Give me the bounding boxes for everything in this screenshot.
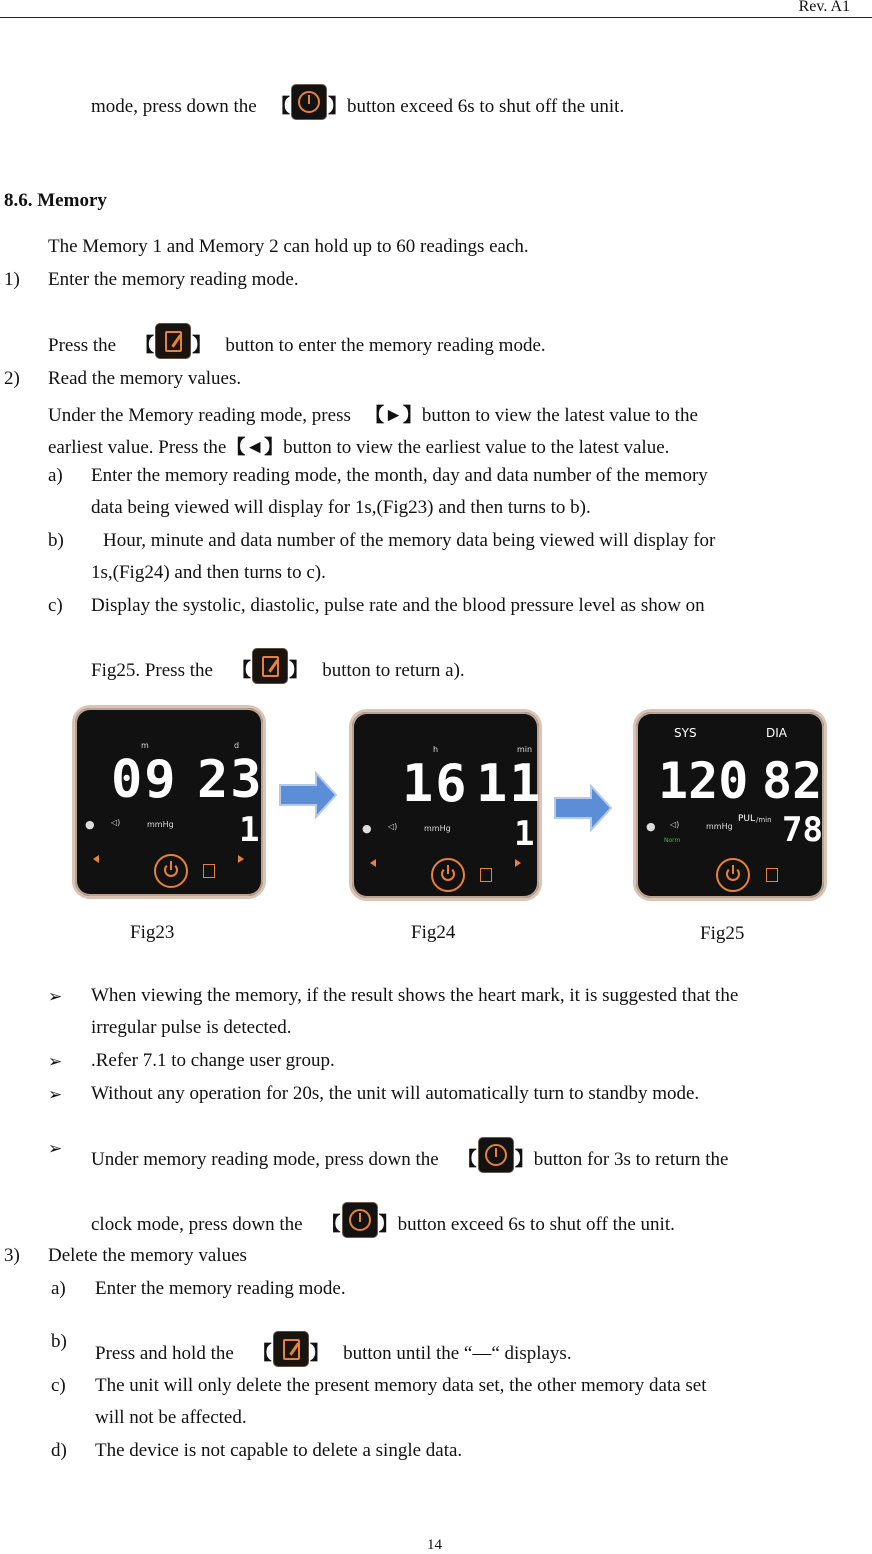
bracket: 【 — [135, 335, 155, 356]
text: Press the — [48, 335, 117, 356]
step-detail — [48, 400, 698, 427]
arrow-icon — [278, 770, 338, 820]
user-icon: ● — [362, 822, 372, 835]
sys-label: SYS — [674, 726, 697, 740]
month-label: m — [141, 741, 149, 750]
right-key: 【►】 — [365, 405, 422, 426]
memory-icon — [273, 1331, 309, 1367]
step-text: Read the memory values. — [48, 368, 242, 389]
bullet-text: irregular pulse is detected. — [91, 1017, 292, 1038]
revision-label: Rev. A1 — [798, 0, 850, 15]
bullet-text: .Refer 7.1 to change user group. — [91, 1050, 335, 1071]
power-button-icon — [154, 854, 188, 888]
sub-number: c) — [48, 595, 63, 616]
step-detail — [48, 432, 669, 459]
bullet-text — [91, 1137, 728, 1173]
power-icon — [342, 1202, 378, 1238]
sub-text: The unit will only delete the present memory data set, the other memory data set — [95, 1375, 707, 1396]
pul-label: PUL — [738, 814, 756, 824]
left-arrow-icon — [93, 855, 99, 863]
memory-button-icon — [766, 868, 778, 882]
right-arrow-icon — [238, 855, 244, 863]
section-heading: 8.6. Memory — [4, 190, 107, 211]
text: button exceed 6s to shut off the unit. — [397, 1214, 675, 1235]
text: button to view the earliest value to the latest value. — [283, 437, 670, 458]
memory-icon — [252, 648, 288, 684]
bracket: 【 — [270, 96, 290, 117]
text: button to enter the memory reading mode. — [225, 335, 546, 356]
left-key: 【◄】 — [226, 437, 284, 458]
bracket: 】 — [327, 96, 347, 117]
step-text: Delete the memory values — [48, 1245, 247, 1266]
bracket: 】 — [192, 335, 212, 356]
figure-caption: Fig24 — [411, 922, 456, 943]
sub-number: a) — [51, 1278, 66, 1299]
bracket: 【 — [252, 1343, 272, 1364]
sub-number: c) — [51, 1375, 66, 1396]
text: button to view the latest value to the — [421, 405, 698, 426]
device-fig24 — [349, 709, 542, 901]
bracket: 】 — [378, 1214, 398, 1235]
power-icon — [478, 1137, 514, 1173]
power-button-icon — [431, 858, 465, 892]
power-icon — [291, 84, 327, 120]
header-rule — [0, 17, 872, 18]
figure-caption: Fig23 — [130, 922, 175, 943]
sub-text: Display the systolic, diastolic, pulse rate and the blood pressure level as show on — [91, 595, 705, 616]
device-fig25 — [633, 709, 827, 901]
text: clock mode, press down the — [91, 1214, 303, 1235]
pulse-value: 78 — [782, 810, 823, 850]
sub-number: d) — [51, 1440, 67, 1461]
device-fig23 — [72, 705, 266, 899]
unit-label: mmHg — [147, 820, 174, 829]
unit-label: mmHg — [424, 824, 451, 833]
sub-number: b) — [51, 1331, 67, 1352]
systolic-value: 120 — [658, 752, 749, 810]
sub-text: 1s,(Fig24) and then turns to c). — [91, 562, 326, 583]
power-button-icon — [716, 858, 750, 892]
page-number: 14 — [427, 1537, 442, 1553]
unit-label: mmHg — [706, 822, 733, 831]
bracket: 】 — [288, 660, 308, 681]
bullet-text — [91, 1202, 675, 1238]
arrow-icon — [553, 783, 613, 833]
sub-text — [91, 648, 465, 684]
text: button for 3s to return the — [533, 1149, 729, 1170]
bracket: 】 — [514, 1149, 534, 1170]
memory-icon — [155, 323, 191, 359]
text: button to return a). — [322, 660, 465, 681]
bullet-marker: ➢ — [48, 1085, 63, 1104]
user-icon: ● — [646, 820, 656, 833]
sound-icon: ◁) — [111, 818, 121, 827]
sub-text: Hour, minute and data number of the memory data being viewed will display for — [103, 530, 716, 551]
paragraph-continuation — [91, 84, 624, 120]
sound-icon: ◁) — [388, 822, 398, 831]
step-number: 1) — [4, 269, 20, 290]
right-arrow-icon — [515, 859, 521, 867]
hour-label: h — [433, 745, 439, 754]
step-number: 2) — [4, 368, 20, 389]
user-icon: ● — [85, 818, 95, 831]
minute-value: 11 — [476, 754, 543, 814]
day-value: 23 — [197, 750, 264, 810]
sub-text: Enter the memory reading mode, the month, day and data number of the memory — [91, 465, 708, 486]
text: Press and hold the — [95, 1343, 234, 1364]
bullet-text: When viewing the memory, if the result shows the heart mark, it is suggested that the — [91, 985, 739, 1006]
step-text: Enter the memory reading mode. — [48, 269, 299, 290]
memory-button-icon — [203, 864, 215, 878]
bullet-marker: ➢ — [48, 1052, 63, 1071]
sub-text: will not be affected. — [95, 1407, 247, 1428]
step-number: 3) — [4, 1245, 20, 1266]
sub-text: The device is not capable to delete a single data. — [95, 1440, 463, 1461]
data-number: 1 — [514, 814, 537, 854]
text: button exceed 6s to shut off the unit. — [346, 96, 625, 117]
norm-label: Norm — [664, 837, 681, 844]
figure-caption: Fig25 — [700, 923, 745, 944]
bracket: 】 — [309, 1343, 329, 1364]
intro-text: The Memory 1 and Memory 2 can hold up to 60 readings each. — [48, 236, 529, 257]
sub-number: b) — [48, 530, 64, 551]
text: Fig25. Press the — [91, 660, 213, 681]
dia-label: DIA — [766, 726, 787, 740]
memory-button-icon — [480, 868, 492, 882]
bracket: 【 — [231, 660, 251, 681]
text: earliest value. Press the — [48, 437, 227, 458]
diastolic-value: 82 — [762, 752, 823, 810]
sound-icon: ◁) — [670, 820, 680, 829]
hour-value: 16 — [402, 754, 469, 814]
pul-unit: /min — [756, 816, 772, 824]
bullet-marker: ➢ — [48, 987, 63, 1006]
bullet-marker: ➢ — [48, 1139, 63, 1158]
text: mode, press down the — [91, 96, 257, 117]
text: Under the Memory reading mode, press — [48, 405, 351, 426]
text: Under memory reading mode, press down the — [91, 1149, 439, 1170]
bracket: 【 — [457, 1149, 477, 1170]
minute-label: min — [517, 745, 533, 754]
day-label: d — [234, 741, 240, 750]
left-arrow-icon — [370, 859, 376, 867]
month-value: 09 — [111, 750, 178, 810]
bracket: 【 — [321, 1214, 341, 1235]
bullet-text: Without any operation for 20s, the unit will automatically turn to standby mode. — [91, 1083, 700, 1104]
sub-text — [95, 1331, 572, 1367]
sub-number: a) — [48, 465, 63, 486]
data-number: 1 — [239, 810, 262, 850]
sub-text: data being viewed will display for 1s,(Fig23) and then turns to b). — [91, 497, 591, 518]
text: button until the “—“ displays. — [343, 1343, 572, 1364]
sub-text: Enter the memory reading mode. — [95, 1278, 346, 1299]
step-detail — [48, 323, 546, 359]
